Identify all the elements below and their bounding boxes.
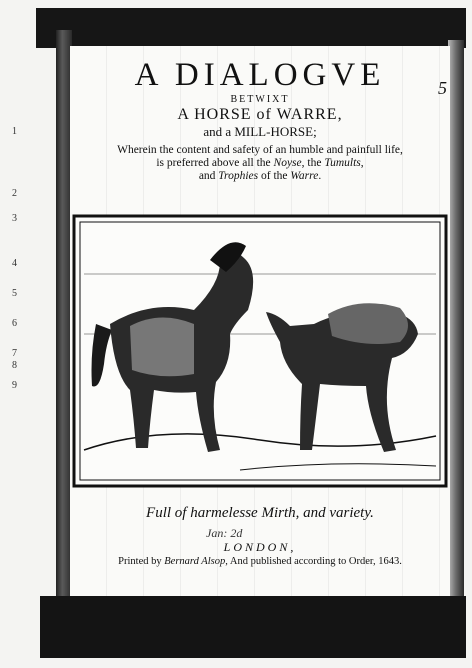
margin-number: 6 [12, 318, 17, 329]
handwritten-page-number: 5 [438, 78, 447, 98]
woodcut-illustration [70, 214, 450, 490]
margin-number: 5 [12, 288, 17, 299]
title-horse-of-warre: A HORSE of WARRE, [177, 106, 343, 123]
right-edge-shadow [448, 40, 464, 600]
margin-number: 2 [12, 188, 17, 199]
description-line-3: and Trophies of the Warre. [198, 170, 322, 182]
title-betwixt: BETWIXT [230, 94, 290, 105]
manuscript-note: Jan: 2d [206, 526, 243, 540]
imprint-line: Printed by Bernard Alsop, And published according to Order, 1643. [118, 556, 402, 567]
top-dark-band [36, 8, 466, 48]
margin-number: 1 [12, 126, 17, 137]
main-title: A DIALOGVE [134, 57, 386, 93]
description-line-2: is preferred above all the Noyse, the Tumults, [156, 157, 364, 169]
title-mill-horse: and a MILL-HORSE; [203, 124, 317, 139]
bottom-dark-band [40, 596, 466, 658]
title-block [70, 52, 450, 183]
margin-number: 3 [12, 213, 17, 224]
margin-number: 8 [12, 360, 17, 371]
imprint-city: LONDON, [223, 540, 297, 554]
description [70, 144, 450, 183]
description-line-1: Wherein the content and safety of an humble and painfull life, [117, 144, 403, 156]
margin-number: 9 [12, 380, 17, 391]
margin-number: 4 [12, 258, 17, 269]
motto: Full of harmelesse Mirth, and variety. [146, 505, 374, 521]
margin-number: 7 [12, 348, 17, 359]
